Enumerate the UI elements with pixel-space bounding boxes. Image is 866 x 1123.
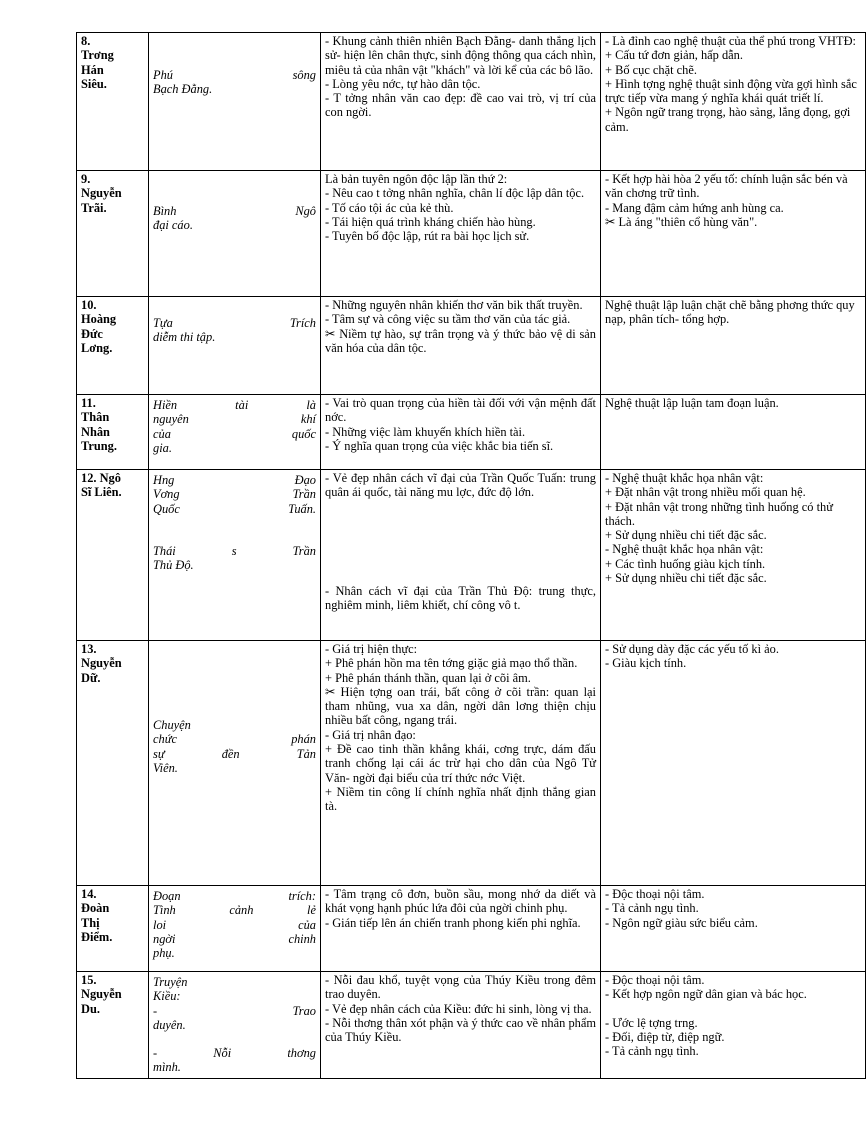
work-title-line: Đoạn trích: — [153, 889, 316, 903]
work-title-line: Thái s Trần — [153, 543, 316, 558]
work-title-line: - Trao — [153, 1003, 316, 1018]
content-line — [325, 570, 596, 584]
art-line: - Giàu kịch tính. — [605, 656, 687, 671]
content-cell — [321, 470, 601, 641]
art-line: - Đối, điệp từ, điệp ngữ. — [605, 1029, 725, 1044]
literature-summary-table — [76, 32, 866, 1079]
art-line — [605, 1002, 861, 1016]
art-line: - Độc thoại nội tâm. — [605, 973, 705, 987]
art-cell — [601, 395, 866, 470]
work-title-line: - Nỗi thơng — [153, 1046, 316, 1061]
work-title-line: Tựa Trích — [153, 316, 316, 330]
work-title-line: sự đền Tản — [153, 746, 316, 761]
content-line — [325, 542, 596, 556]
work-title-line: đại cáo. — [153, 218, 193, 233]
content-line: - Ý nghĩa quan trọng của việc khắc bia tiến sĩ. — [325, 438, 554, 453]
work-title-cell — [149, 972, 321, 1079]
content-cell — [321, 886, 601, 972]
author-line: Hán — [81, 62, 104, 77]
author-line: Lơng. — [81, 340, 113, 355]
content-line: - Tái hiện quá trình kháng chiến hào hùng. — [325, 214, 536, 229]
content-line: ✂ Niềm tự hào, sự trân trọng và ý thức bảo vệ di sản văn hóa của dân tộc. — [325, 326, 596, 355]
art-cell — [601, 886, 866, 972]
art-cell — [601, 470, 866, 641]
work-title-cell — [149, 297, 321, 395]
work-title-line: Phú sông — [153, 68, 316, 82]
work-title-line: diễm thi tập. — [153, 330, 216, 345]
content-line: + Phê phán hồn ma tên tớng giặc giả mạo thổ thần. — [325, 656, 578, 671]
art-cell — [601, 641, 866, 886]
work-title-line: Vơng Trần — [153, 487, 316, 502]
art-cell — [601, 297, 866, 395]
content-line: - Tố cáo tội ác của kẻ thù. — [325, 200, 454, 215]
art-line: + Hình tợng nghệ thuật sinh động vừa gợi hình sắc trực tiếp vừa mang ý nghĩa khái quát triết lí. — [605, 76, 857, 106]
author-cell — [77, 470, 149, 641]
author-line: 15. — [81, 973, 97, 987]
art-line: + Sử dụng nhiều chi tiết đặc sắc. — [605, 528, 767, 543]
work-title-line: nguyên khí — [153, 412, 316, 427]
work-title-line: Viên. — [153, 760, 178, 775]
author-line: Trãi. — [81, 200, 107, 215]
author-cell — [77, 33, 149, 171]
author-line: Nguyễn — [81, 656, 122, 671]
art-cell — [601, 972, 866, 1079]
art-cell — [601, 171, 866, 297]
content-line: - Lòng yêu nớc, tự hào dân tộc. — [325, 76, 481, 91]
art-line: - Độc thoại nội tâm. — [605, 887, 705, 901]
content-line: - Vẻ đẹp nhân cách vĩ đại của Trần Quốc Tuấn: trung quân ái quốc, tài năng mu lợc, đức độ lớn. — [325, 471, 596, 500]
content-line: - Tâm trạng cô đơn, buồn sầu, mong nhớ da diết và khát vọng hạnh phúc lứa đôi của ngời chinh phụ. — [325, 887, 596, 916]
art-line: + Đặt nhân vật trong những tình huống có thử thách. — [605, 499, 833, 528]
content-cell — [321, 297, 601, 395]
content-line: - Vai trò quan trọng của hiền tài đối với vận mệnh đất nớc. — [325, 396, 596, 425]
art-line: + Đặt nhân vật trong nhiều mối quan hệ. — [605, 485, 806, 500]
table-row — [77, 297, 866, 395]
author-cell — [77, 297, 149, 395]
work-title-line: Hiền tài là — [153, 398, 316, 412]
content-line: ✂ Hiện tợng oan trái, bất công ở cõi trần: quan lại tham nhũng, vua xa dân, ngời dân lơng thiện chịu nhiều bất công, ngang trái. — [325, 684, 596, 728]
work-title-line: duyên. — [153, 1017, 186, 1032]
author-line: Siêu. — [81, 76, 107, 91]
art-line: - Kết hợp hài hòa 2 yếu tố: chính luận sắc bén và văn chơng trữ tình. — [605, 172, 848, 201]
author-line: Hoàng — [81, 312, 117, 327]
art-line: + Ngôn ngữ trang trọng, hào sảng, lắng đọng, gợi cảm. — [605, 105, 851, 134]
content-line — [325, 528, 596, 542]
content-line — [325, 514, 596, 528]
author-line: 8. — [81, 34, 91, 48]
work-title-line — [153, 1032, 316, 1046]
author-cell — [77, 886, 149, 972]
work-title-line: của quốc — [153, 426, 316, 441]
author-line: Nhân — [81, 424, 110, 439]
author-line: Nguyễn — [81, 987, 122, 1002]
author-line: Du. — [81, 1001, 100, 1016]
content-line — [325, 500, 596, 514]
art-line: - Ngôn ngữ giàu sức biểu cảm. — [605, 915, 758, 930]
art-line: - Nghệ thuật khắc họa nhân vật: — [605, 471, 764, 485]
author-line: Dữ. — [81, 670, 101, 685]
content-cell — [321, 395, 601, 470]
table-row — [77, 641, 866, 886]
work-title-line: Hng Đạo — [153, 473, 316, 487]
table-row — [77, 470, 866, 641]
content-line: + Niềm tin công lí chính nghĩa nhất định thắng gian tà. — [325, 784, 596, 814]
content-line: - Khung cảnh thiên nhiên Bạch Đằng- danh thắng lịch sử- hiện lên chân thực, sinh động thông qua cách nhìn, miêu tả của nhân vật "khách" và lời kể của các bô lão. — [325, 34, 596, 77]
author-line: Đoàn — [81, 901, 110, 916]
content-line: - Tuyên bố độc lập, rút ra bài học lịch sử. — [325, 229, 530, 244]
work-title-line — [153, 516, 316, 530]
author-line: 12. Ngô — [81, 471, 121, 485]
content-line: - Nỗi đau khổ, tuyệt vọng của Thúy Kiều trong đêm trao duyên. — [325, 973, 596, 1002]
content-line: + Phê phán thánh thần, quan lại ở cõi âm. — [325, 670, 531, 685]
author-cell — [77, 395, 149, 470]
author-line: Điểm. — [81, 929, 113, 944]
content-line: - Những việc làm khuyến khích hiền tài. — [325, 424, 526, 439]
author-line: 11. — [81, 396, 96, 410]
work-title-line: Truyện — [153, 975, 188, 989]
art-line: - Mang đậm cảm hứng anh hùng ca. — [605, 200, 784, 215]
work-title-cell — [149, 641, 321, 886]
content-line: - T tởng nhân văn cao đẹp: đề cao vai trò, vị trí của con ngời. — [325, 91, 596, 120]
author-line: 13. — [81, 642, 97, 656]
table-body — [77, 33, 866, 1079]
work-title-line: Bạch Đằng. — [153, 82, 213, 97]
work-title-line: loi của — [153, 917, 316, 932]
work-title-line: Kiều: — [153, 989, 181, 1004]
author-line: Nguyễn — [81, 186, 122, 201]
work-title-line: Quốc Tuấn. — [153, 501, 316, 516]
author-line: Thân — [81, 410, 110, 425]
work-title-cell — [149, 470, 321, 641]
work-title-line: gia. — [153, 440, 172, 455]
content-line: - Nhân cách vĩ đại của Trần Thủ Độ: trung thực, nghiêm minh, liêm khiết, chí công vô t. — [325, 583, 596, 612]
author-line: 14. — [81, 887, 97, 901]
art-line: + Các tình huống giàu kịch tính. — [605, 556, 766, 571]
author-cell — [77, 641, 149, 886]
content-line: - Giá trị nhân đạo: — [325, 727, 416, 742]
art-line: - Tả cảnh ngụ tình. — [605, 1044, 699, 1059]
content-cell — [321, 33, 601, 171]
author-line: Sĩ Liên. — [81, 485, 122, 500]
work-title-line: chức phán — [153, 732, 316, 747]
content-line: + Đề cao tinh thần khẳng khái, cơng trực, dám đấu tranh chống lại cái ác trừ hại cho dân của Ngô Tử Văn- ngời đại biểu của trí thức nớc Việt. — [325, 742, 596, 785]
content-line: - Tâm sự và công việc su tầm thơ văn của tác giả. — [325, 312, 571, 327]
art-line: - Ước lệ tợng trng. — [605, 1015, 698, 1030]
work-title-line: Thủ Độ. — [153, 558, 194, 573]
art-line: Nghệ thuật lập luận chặt chẽ bằng phơng thức quy nạp, phân tích- tổng hợp. — [605, 298, 855, 327]
work-title-line: Bình Ngô — [153, 204, 316, 218]
author-line: Trung. — [81, 438, 117, 453]
author-line: 9. — [81, 172, 91, 186]
table-row — [77, 33, 866, 171]
work-title-line: ngời chinh — [153, 931, 316, 946]
art-line: - Tả cảnh ngụ tình. — [605, 901, 699, 916]
author-line: 10. — [81, 298, 97, 312]
work-title-line: Chuyện — [153, 718, 191, 732]
work-title-line: Tình cảnh lẻ — [153, 903, 316, 918]
author-cell — [77, 972, 149, 1079]
author-line: Thị — [81, 915, 100, 930]
work-title-line: phụ. — [153, 946, 175, 961]
content-line: - Nỗi thơng thân xót phận và ý thức cao về nhân phẩm của Thúy Kiều. — [325, 1015, 596, 1045]
author-cell — [77, 171, 149, 297]
content-line: - Gián tiếp lên án chiến tranh phong kiến phi nghĩa. — [325, 915, 581, 930]
work-title-line: mình. — [153, 1060, 181, 1075]
table-row — [77, 171, 866, 297]
author-line: Trơng — [81, 48, 114, 63]
content-line — [325, 556, 596, 570]
art-line: - Sử dụng dày đặc các yếu tố kì ảo. — [605, 642, 779, 656]
art-line: - Kết hợp ngôn ngữ dân gian và bác học. — [605, 987, 807, 1002]
art-cell — [601, 33, 866, 171]
content-line: Là bản tuyên ngôn độc lập lần thứ 2: — [325, 172, 508, 186]
table-row — [77, 972, 866, 1079]
author-line: Đức — [81, 326, 103, 341]
art-line: - Nghệ thuật khắc họa nhân vật: — [605, 542, 764, 557]
art-line: + Cấu tứ đơn giản, hấp dẫn. — [605, 48, 743, 63]
work-title-cell — [149, 171, 321, 297]
content-line: - Giá trị hiện thực: — [325, 642, 418, 656]
work-title-cell — [149, 33, 321, 171]
art-line: + Bố cục chặt chẽ. — [605, 62, 697, 77]
table-row — [77, 395, 866, 470]
art-line: - Là đỉnh cao nghệ thuật của thể phú trong VHTĐ: — [605, 34, 856, 48]
art-line: ✂ Là áng "thiên cổ hùng văn". — [605, 214, 758, 229]
content-cell — [321, 641, 601, 886]
table-row — [77, 886, 866, 972]
art-line: + Sử dụng nhiều chi tiết đặc sắc. — [605, 571, 767, 586]
content-line: - Vẻ đẹp nhân cách của Kiều: đức hi sinh, lòng vị tha. — [325, 1001, 592, 1016]
content-cell — [321, 171, 601, 297]
art-line: Nghệ thuật lập luận tam đoạn luận. — [605, 396, 779, 410]
work-title-cell — [149, 395, 321, 470]
work-title-line — [153, 530, 316, 544]
content-line: - Nêu cao t tởng nhân nghĩa, chân lí độc lập dân tộc. — [325, 186, 585, 201]
work-title-cell — [149, 886, 321, 972]
content-line: - Những nguyên nhân khiến thơ văn bik thất truyền. — [325, 298, 583, 312]
content-cell — [321, 972, 601, 1079]
